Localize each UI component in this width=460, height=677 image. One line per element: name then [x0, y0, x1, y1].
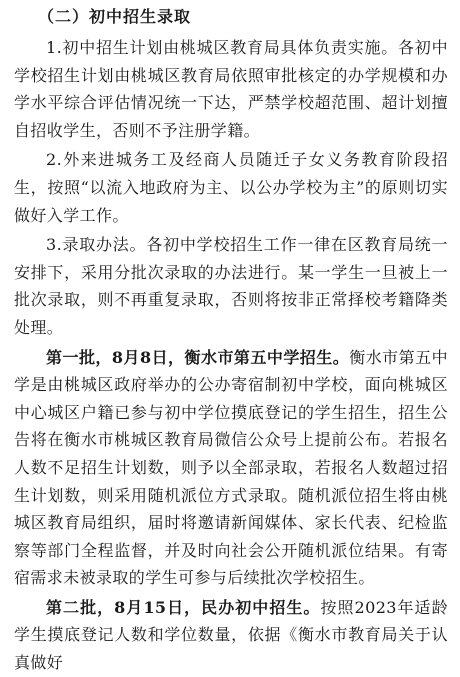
paragraph-4-lead: 第一批，8月8日，衡水市第五中学招生。 [46, 347, 350, 367]
paragraph-4-text: 衡水市第五中学是由桃城区政府举办的公办寄宿制初中学校，面向桃城区中心城区户籍已参与初中学位摸底登记的学生招生，招生公告将在衡水市桃城区教育局微信公众号上提前公布。若报名人数不足招生计划数，则予以全部录取，若报名人数超过招生计划数，则采用随机派位方式录取。随机派位招生将由桃城区教育局组织，届时将邀请新闻媒体、家长代表、纪检监察等部门全程监督，并及时向社会公开随机派位结果。有寄宿需求未被录取的学生可参与后续批次学校招生。 [14, 347, 448, 588]
paragraph-2 [14, 146, 448, 229]
paragraph-3-text: 3.录取办法。各初中学校招生工作一律在区教育局统一安排下，采用分批次录取的办法进行。某一学生一旦被上一批次录取，则不再重复录取，否则将按非正常择校考籍降类处理。 [14, 235, 448, 337]
paragraph-4 [14, 344, 448, 592]
paragraph-5-text: 按照2023年适龄学生摸底登记人数和学位数量，依据《衡水市教育局关于认真做好 [14, 597, 448, 673]
paragraph-5 [14, 594, 448, 677]
paragraph-3 [14, 231, 448, 341]
section-heading: （二）初中招生录取 [38, 7, 192, 26]
paragraph-5-lead: 第二批，8月15日，民办初中招生。 [46, 597, 321, 617]
paragraph-1 [14, 34, 448, 144]
paragraph-1-text: 1.初中招生计划由桃城区教育局具体负责实施。各初中学校招生计划由桃城区教育局依照审批核定的办学规模和办学水平综合评估情况统一下达，严禁学校超范围、超计划擅自招收学生，否则不予注册学籍。 [14, 38, 448, 140]
paragraph-2-text: 2.外来进城务工及经商人员随迁子女义务教育阶段招生，按照“以流入地政府为主、以公办学校为主”的原则切实做好入学工作。 [14, 150, 448, 225]
